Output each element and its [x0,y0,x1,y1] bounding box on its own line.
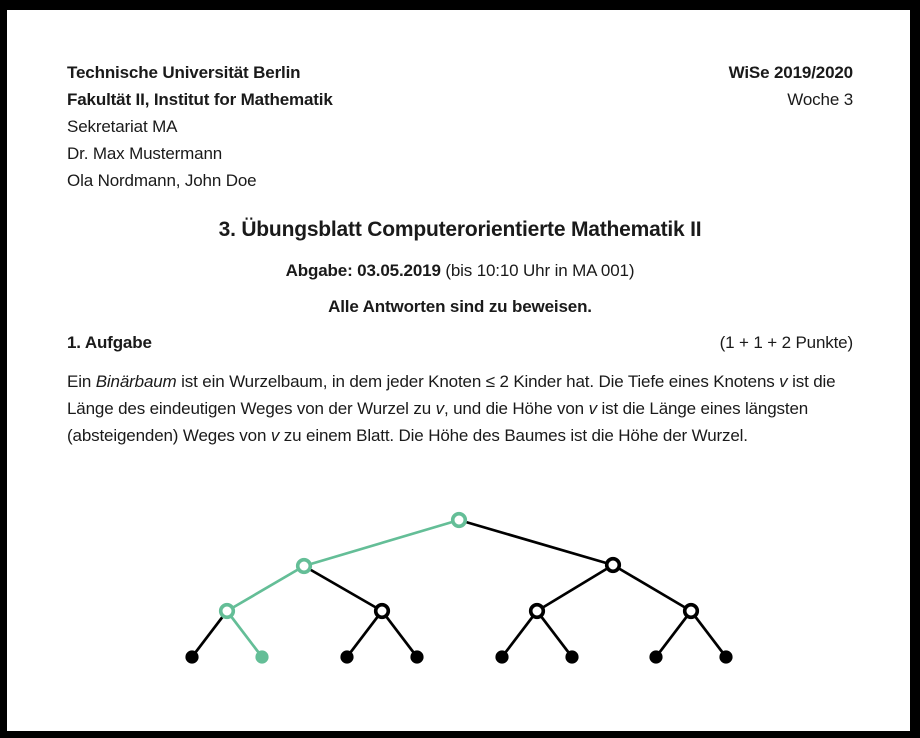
tree-edge-f-l7 [656,611,691,657]
tree-node-l1 [185,650,198,663]
faculty-line: Fakultät II, Institut for Mathematik [67,90,333,109]
tree-node-c [221,605,234,618]
tree-edge-b-e [537,565,613,611]
header-right-block [729,59,853,113]
proof-notice: Alle Antworten sind zu beweisen. [328,297,592,316]
tree-node-l2 [255,650,268,663]
intro-paragraph [67,368,853,449]
tree-node-l4 [410,650,423,663]
intro-seg-4: ist die Länge des eindeutigen Weges von der Wurzel zu [67,372,836,418]
intro-var-v-2: v [435,399,444,418]
binary-tree-figure [140,495,780,680]
university-name: Technische Universität Berlin [67,63,301,82]
submission-details: (bis 10:10 Uhr in MA 001) [440,261,635,280]
tree-node-l7 [649,650,662,663]
lecturer-line: Dr. Max Mustermann [67,144,223,163]
tree-edge-c-l1 [192,611,227,657]
intro-var-v-4: v [270,426,280,445]
intro-seg-2: ist ein Wurzelbaum, in dem jeder Knoten ≤ 2 Kinder hat. Die Tiefe eines Knotens [176,372,780,391]
assistants-line: Ola Nordmann, John Doe [67,171,257,190]
intro-seg-6: , und die Höhe von [443,399,589,418]
tree-edge-d-l4 [382,611,417,657]
tree-node-l3 [340,650,353,663]
intro-var-v-3: v [588,399,597,418]
tree-node-a [298,560,311,573]
tree-edge-e-l6 [537,611,572,657]
tree-edge-d-l3 [347,611,382,657]
intro-seg-10: zu einem Blatt. Die Höhe des Baumes ist die Höhe der Wurzel. [279,426,748,445]
tree-edge-root-b [459,520,613,565]
header [67,59,853,194]
sheet-title: 3. Übungsblatt Computerorientierte Mathematik II [218,218,702,241]
tree-edge-e-l5 [502,611,537,657]
task-points: (1 + 1 + 2 Punkte) [719,333,853,352]
week-label: Woche 3 [787,90,853,109]
tree-edge-a-c [227,566,304,611]
task-heading-row [67,329,853,356]
tree-node-l6 [565,650,578,663]
tree-node-e [531,605,544,618]
tree-edge-a-d [304,566,382,611]
tree-edge-root-a [304,520,459,566]
semester-label: WiSe 2019/2020 [728,63,853,82]
intro-var-v-1: v [779,372,788,391]
tree-node-f [685,605,698,618]
task-heading: 1. Aufgabe [67,333,152,352]
tree-node-b [607,559,620,572]
intro-seg-0: Ein [67,372,96,391]
tree-node-l8 [719,650,732,663]
tree-edge-b-f [613,565,691,611]
submission-line [67,257,853,284]
tree-node-d [376,605,389,618]
tree-edge-f-l8 [691,611,726,657]
tree-node-root [453,514,466,527]
submission-date: Abgabe: 03.05.2019 [285,261,441,280]
tree-edge-c-l2 [227,611,262,657]
intro-seg-8: ist die Länge eines längsten (absteigenden) Weges von [67,399,809,445]
secretariat-line: Sekretariat MA [67,117,178,136]
header-left-block [67,59,333,194]
intro-term-binärbaum: Binärbaum [95,372,177,391]
tree-node-l5 [495,650,508,663]
